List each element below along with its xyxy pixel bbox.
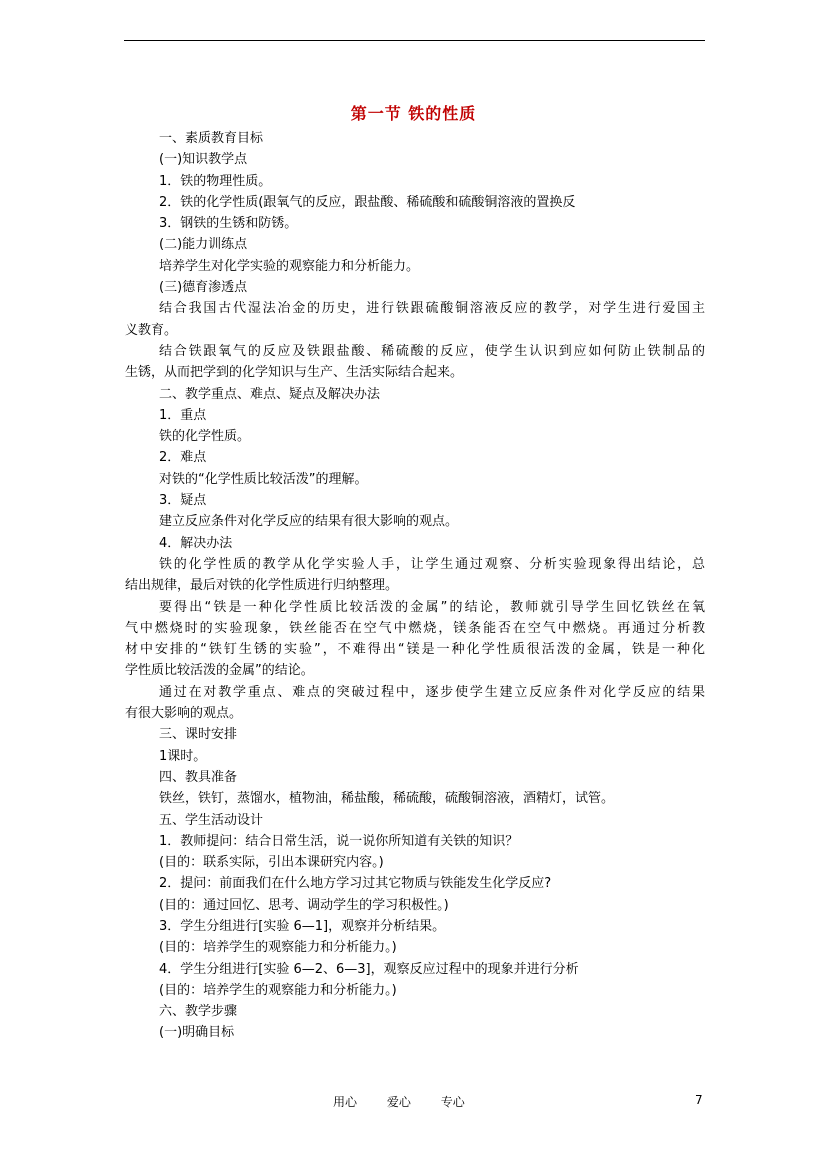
text-line: 3．疑点 — [159, 493, 207, 509]
text-line: 气中燃烧时的实验现象，铁丝能否在空气中燃烧，镁条能否在空气中燃烧。再通过分析教 — [125, 620, 705, 636]
text-line: 有很大影响的观点。 — [125, 706, 243, 722]
text-line: (目的：通过回忆、思考、调动学生的学习积极性。) — [159, 897, 449, 913]
text-line: 通过在对教学重点、难点的突破过程中，逐步使学生建立反应条件对化学反应的结果 — [159, 684, 705, 700]
text-line: 4．学生分组进行[实验 6—2、6—3]，观察反应过程中的现象并进行分析 — [159, 961, 579, 977]
text-line: 结合我国古代湿法冶金的历史，进行铁跟硫酸铜溶液反应的教学，对学生进行爱国主 — [159, 301, 705, 317]
text-line: (目的：联系实际，引出本课研究内容。) — [159, 855, 384, 871]
text-line: 培养学生对化学实验的观察能力和分析能力。 — [159, 258, 420, 274]
text-line: 4．解决办法 — [159, 535, 233, 551]
page-number: 7 — [695, 1093, 703, 1107]
motto-word: 用心 — [333, 1095, 358, 1109]
text-line: 生锈，从而把学到的化学知识与生产、生活实际结合起来。 — [125, 365, 464, 381]
text-line: 结合铁跟氧气的反应及铁跟盐酸、稀硫酸的反应，使学生认识到应如何防止铁制品的 — [159, 343, 705, 359]
text-line: 1课时。 — [159, 748, 207, 764]
text-line: 2．难点 — [159, 450, 207, 466]
text-line: 铁的化学性质的教学从化学实验人手，让学生通过观察、分析实验现象得出结论，总 — [159, 556, 705, 572]
text-line: 四、教具准备 — [159, 769, 238, 785]
text-line: 学性质比较活泼的金属”的结论。 — [125, 663, 314, 679]
text-line: 结出规律，最后对铁的化学性质进行归纳整理。 — [125, 578, 399, 594]
page-title: 第一节 铁的性质 — [350, 104, 477, 123]
text-line: 2．提问：前面我们在什么地方学习过其它物质与铁能发生化学反应? — [159, 876, 552, 892]
motto-word: 爱心 — [386, 1095, 411, 1109]
text-line: 义教育。 — [125, 322, 178, 338]
text-line: 3．学生分组进行[实验 6—1]，观察并分析结果。 — [159, 918, 446, 934]
document-body — [125, 128, 705, 1044]
text-line: (二)能力训练点 — [159, 237, 248, 253]
motto-word: 专心 — [440, 1095, 465, 1109]
text-line: (三)德育渗透点 — [159, 280, 248, 296]
text-line: 2．铁的化学性质(跟氧气的反应，跟盐酸、稀硫酸和硫酸铜溶液的置换反 — [159, 194, 576, 210]
text-line: (目的：培养学生的观察能力和分析能力。) — [159, 940, 397, 956]
text-line: 五、学生活动设计 — [159, 812, 264, 828]
text-line: 三、课时安排 — [159, 727, 238, 743]
text-line: 建立反应条件对化学反应的结果有很大影响的观点。 — [159, 514, 459, 530]
text-line: 六、教学步骤 — [159, 1004, 238, 1020]
text-line: 铁的化学性质。 — [159, 429, 251, 445]
text-line: 材中安排的“铁钉生锈的实验”，不难得出“镁是一种化学性质很活泼的金属，铁是一种化 — [125, 642, 705, 658]
text-line: 1．教师提问：结合日常生活，说一说你所知道有关铁的知识？ — [159, 833, 519, 849]
text-line: 1．重点 — [159, 407, 207, 423]
text-line: 对铁的“化学性质比较活泼”的理解。 — [159, 471, 368, 487]
text-line: 铁丝，铁钉，蒸馏水，植物油，稀盐酸，稀硫酸，硫酸铜溶液，酒精灯，试管。 — [159, 791, 615, 807]
text-line: (一)明确目标 — [159, 1025, 235, 1041]
text-line: (目的：培养学生的观察能力和分析能力。) — [159, 982, 397, 998]
text-line: (一)知识教学点 — [159, 152, 248, 168]
text-line: 一、素质教育目标 — [159, 131, 264, 146]
text-line: 1．铁的物理性质。 — [159, 173, 272, 189]
text-line: 3．钢铁的生锈和防锈。 — [159, 216, 298, 232]
footer-motto — [333, 1093, 491, 1110]
header-rule — [124, 40, 705, 41]
text-line: 要得出“铁是一种化学性质比较活泼的金属”的结论，教师就引导学生回忆铁丝在氧 — [159, 599, 705, 615]
text-line: 二、教学重点、难点、疑点及解决办法 — [159, 386, 381, 402]
